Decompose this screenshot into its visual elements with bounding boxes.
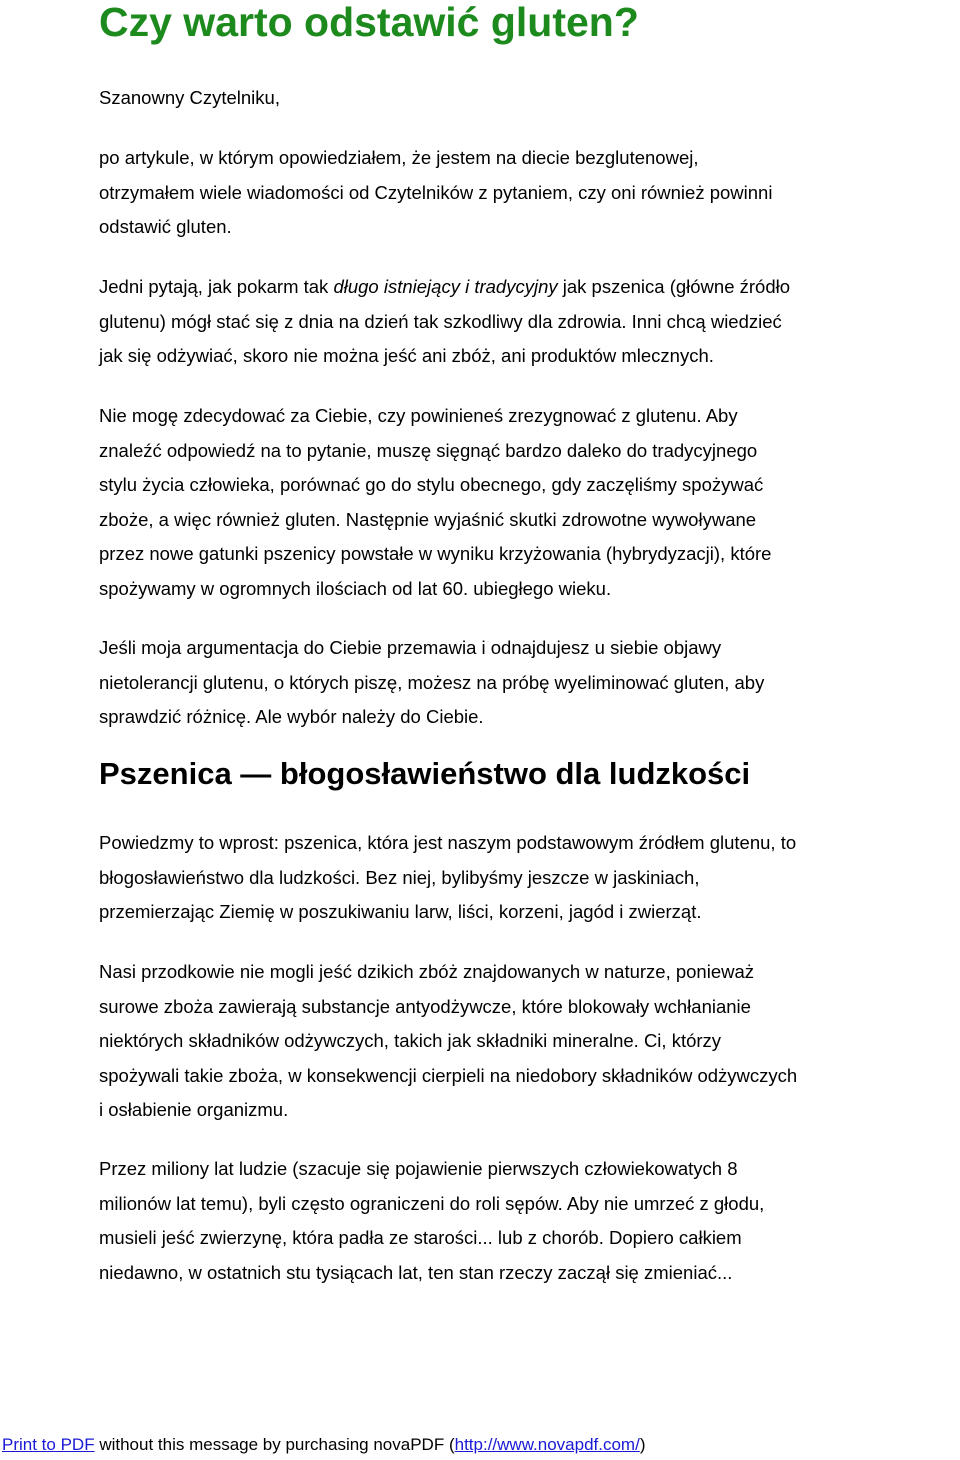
paragraph-2 (99, 270, 960, 374)
text-run: Jedni pytają, jak pokarm tak (99, 276, 334, 297)
text-line (99, 270, 960, 305)
paragraph-5 (99, 826, 960, 930)
text-line: nietolerancji glutenu, o których piszę, możesz na próbę wyeliminować gluten, aby (99, 671, 765, 693)
greeting (99, 81, 960, 116)
text-line: po artykule, w którym opowiedziałem, że jestem na diecie bezglutenowej, (99, 147, 699, 168)
text-line: Nie mogę zdecydować za Ciebie, czy powinieneś zrezygnować z glutenu. Aby (99, 405, 738, 426)
text-line: znaleźć odpowiedź na to pytanie, muszę sięgnąć bardzo daleko do tradycyjnego (99, 439, 758, 461)
text-line: błogosławieństwo dla ludzkości. Bez niej, bylibyśmy jeszcze w jaskiniach, (99, 866, 700, 888)
text-line: Jeśli moja argumentacja do Ciebie przemawia i odnajdujesz u siebie objawy (99, 637, 722, 658)
text-line: przez nowe gatunki pszenicy powstałe w wyniku krzyżowania (hybrydyzacji), które (99, 543, 772, 564)
text-line: niedawno, w ostatnich stu tysiącach lat, ten stan rzeczy zaczął się zmieniać... (99, 1261, 733, 1283)
footer-text: without this message by purchasing novaPDF ( (94, 1435, 455, 1454)
paragraph-1 (99, 141, 960, 245)
text-line: otrzymałem wiele wiadomości od Czytelników z pytaniem, czy oni również powinni (99, 181, 773, 203)
text-line: zboże, a więc również gluten. Następnie wyjaśnić skutki zdrowotne wywoływane (99, 508, 757, 530)
emphasis-text: długo istniejący i tradycyjny (333, 276, 558, 297)
text-run: jak pszenica (główne źródło (557, 276, 791, 297)
text-line: Powiedzmy to wprost: pszenica, która jest naszym podstawowym źródłem glutenu, to (99, 832, 797, 853)
paragraph-6 (99, 955, 960, 1128)
text-line: surowe zboża zawierają substancje antyodżywcze, które blokowały wchłanianie (99, 995, 751, 1017)
text-line: glutenu) mógł stać się z dnia na dzień tak szkodliwy dla zdrowia. Inni chcą wiedzieć (99, 310, 782, 332)
text-line: Nasi przodkowie nie mogli jeść dzikich zbóż znajdowanych w naturze, ponieważ (99, 961, 755, 982)
page-title: Czy warto odstawić gluten? (99, 0, 639, 45)
text-line: jak się odżywiać, skoro nie można jeść ani zbóż, ani produktów mlecznych. (99, 345, 714, 366)
text-line: niektórych składników odżywczych, takich jak składniki mineralne. Ci, którzy (99, 1030, 722, 1051)
print-to-pdf-link[interactable]: Print to PDF (2, 1435, 95, 1454)
text-line: spożywamy w ogromnych ilościach od lat 60. ubiegłego wieku. (99, 577, 612, 599)
greeting-line: Szanowny Czytelniku, (99, 87, 280, 108)
text-line: i osłabienie organizmu. (99, 1099, 289, 1120)
text-line: sprawdzić różnicę. Ale wybór należy do Ciebie. (99, 706, 484, 727)
paragraph-3 (99, 399, 960, 606)
text-line: spożywali takie zboża, w konsekwencji cierpieli na niedobory składników odżywczych (99, 1064, 798, 1086)
paragraph-7 (99, 1152, 960, 1290)
text-line: milionów lat temu), byli często ograniczeni do roli sępów. Aby nie umrzeć z głodu, (99, 1192, 765, 1214)
pdf-footer-notice (2, 1434, 645, 1456)
text-line: Przez miliony lat ludzie (szacuje się pojawienie pierwszych człowiekowatych 8 (99, 1158, 738, 1179)
novapdf-link[interactable]: http://www.novapdf.com/ (454, 1435, 640, 1454)
text-line: przemierzając Ziemię w poszukiwaniu larw, liści, korzeni, jagód i zwierząt. (99, 901, 702, 922)
footer-text-end: ) (639, 1435, 646, 1454)
section-heading: Pszenica — błogosławieństwo dla ludzkości (99, 756, 751, 791)
text-line: stylu życia człowieka, porównać go do stylu obecnego, gdy zaczęliśmy spożywać (99, 474, 764, 495)
text-line: odstawić gluten. (99, 216, 232, 237)
paragraph-4 (99, 631, 960, 735)
text-line: musieli jeść zwierzynę, która padła ze starości... lub z chorób. Dopiero całkiem (99, 1227, 742, 1248)
